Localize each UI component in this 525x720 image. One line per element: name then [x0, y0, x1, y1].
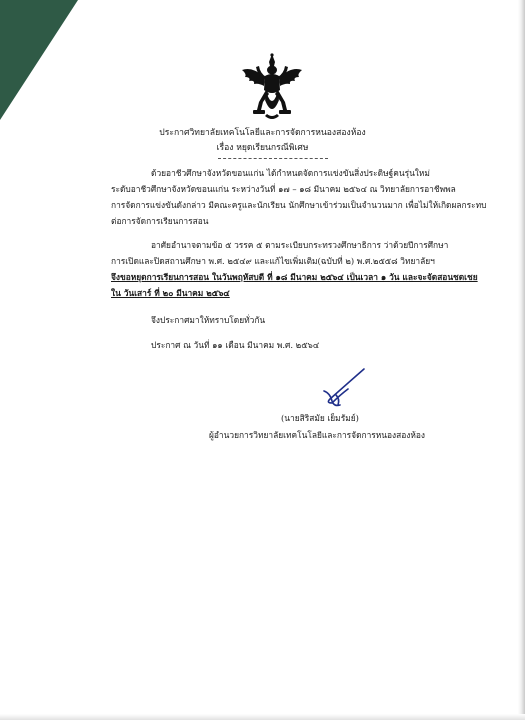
paragraph-2-line-2: การเปิดและปิดสถานศึกษา พ.ศ. ๒๕๔๙ และแก้ไขเพิ่มเติม(ฉบับที่ ๒) พ.ศ.๒๕๕๘ วิทยาลัยฯ	[111, 256, 435, 266]
paragraph-1-line-2: ระดับอาชีวศึกษาจังหวัดขอนแก่น ระหว่างวันที่ ๑๗ – ๑๘ มีนาคม ๒๕๖๔ ณ วิทยาลัยการอาชีพพล	[111, 184, 456, 194]
closing-statement: จึงประกาศมาให้ทราบโดยทั่วกัน	[151, 315, 266, 325]
page-edge-shadow	[518, 0, 525, 720]
garuda-emblem-icon	[239, 52, 305, 122]
signatory-position: ผู้อำนวยการวิทยาลัยเทคโนโลยีและการจัดการหนองสองห้อง	[209, 430, 426, 440]
announcement-date: ประกาศ ณ วันที่ ๑๑ เดือน มีนาคม พ.ศ. ๒๕๖๔	[151, 340, 320, 350]
announcement-subject: เรื่อง หยุดเรียนกรณีพิเศษ	[216, 143, 309, 153]
paragraph-1-line-4: ต่อการจัดการเรียนการสอน	[111, 216, 209, 226]
title-separator	[218, 158, 328, 159]
paragraph-2-line-4: ใน วันเสาร์ ที่ ๒๐ มีนาคม ๒๕๖๔	[111, 288, 230, 298]
signatory-name: (นายสิริสมัย เย็มรัมย์)	[281, 413, 359, 423]
corner-decoration	[0, 0, 78, 120]
paragraph-1-line-1: ด้วยอาชีวศึกษาจังหวัดขอนแก่น ได้กำหนดจัดการแข่งขันสิ่งประดิษฐ์คนรุ่นใหม่	[151, 168, 430, 178]
paragraph-2-line-1: อาศัยอำนาจตามข้อ ๕ วรรค ๕ ตามระเบียบกระทรวงศึกษาธิการ ว่าด้วยปีการศึกษา	[151, 240, 449, 250]
signature	[318, 365, 368, 415]
paragraph-1-line-3: การจัดการแข่งขันดังกล่าว มีคณะครูและนักเรียน นักศึกษาเข้าร่วมเป็นจำนวนมาก เพื่อไม่ให้เกิดผลกระทบ	[111, 200, 487, 210]
page-bottom-edge	[0, 714, 525, 720]
paragraph-2-line-3: จึงขอหยุดการเรียนการสอน ในวันพฤหัสบดี ที่ ๑๘ มีนาคม ๒๕๖๔ เป็นเวลา ๑ วัน และจะจัดสอนชดเชย	[111, 272, 478, 282]
announcement-title: ประกาศวิทยาลัยเทคโนโลยีและการจัดการหนองสองห้อง	[159, 128, 366, 138]
